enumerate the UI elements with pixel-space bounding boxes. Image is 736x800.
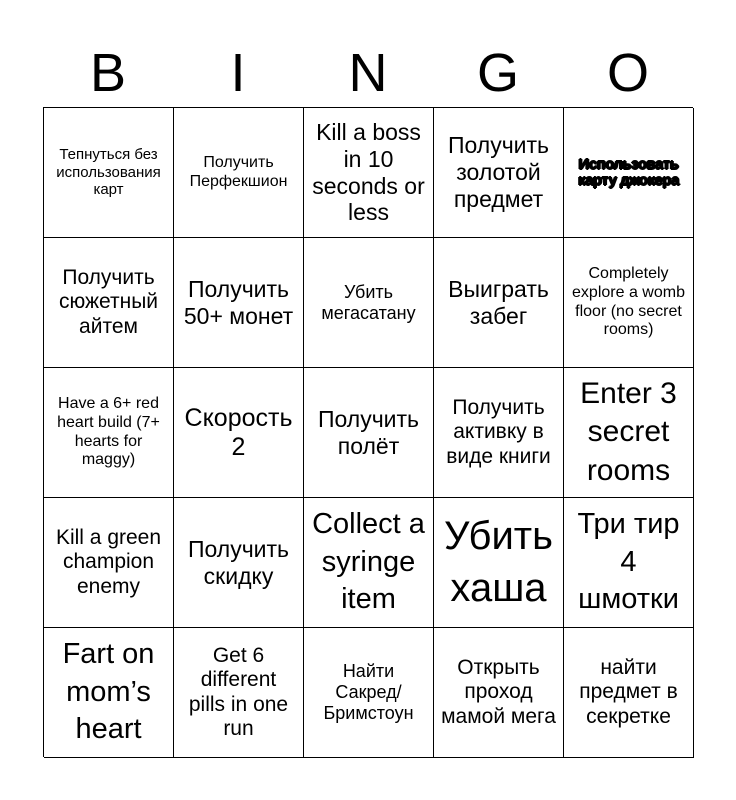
bingo-cell[interactable]: Получить золотой предмет: [434, 108, 564, 238]
bingo-cell[interactable]: Collect a syringe item: [304, 498, 434, 628]
bingo-cell[interactable]: найти предмет в секретке: [564, 628, 694, 758]
bingo-cell[interactable]: Fart on mom’s heart: [44, 628, 174, 758]
bingo-cell[interactable]: Get 6 different pills in one run: [174, 628, 304, 758]
bingo-cell[interactable]: Открыть проход мамой мега: [434, 628, 564, 758]
bingo-header: [43, 38, 693, 108]
bingo-cell[interactable]: Тепнуться без использования карт: [44, 108, 174, 238]
bingo-grid: [43, 107, 693, 757]
header-letter-g: G: [476, 43, 519, 103]
bingo-cell[interactable]: Получить сюжетный айтем: [44, 238, 174, 368]
bingo-cell[interactable]: Kill a green champion enemy: [44, 498, 174, 628]
header-letter-i: I: [230, 43, 246, 103]
header-letter-n: N: [348, 43, 388, 103]
bingo-cell[interactable]: Найти Сакред/ Бримстоун: [304, 628, 434, 758]
bingo-cell[interactable]: Убить хаша: [434, 498, 564, 628]
header-letter-b: B: [89, 43, 127, 103]
header-letter-o: O: [606, 43, 649, 103]
bingo-cell[interactable]: Have a 6+ red heart build (7+ hearts for maggy): [44, 368, 174, 498]
bingo-cell[interactable]: Использовать карту джокера: [564, 108, 694, 238]
bingo-cell[interactable]: Получить скидку: [174, 498, 304, 628]
bingo-cell[interactable]: Выиграть забег: [434, 238, 564, 368]
bingo-cell[interactable]: Получить полёт: [304, 368, 434, 498]
bingo-cell[interactable]: Completely explore a womb floor (no secret rooms): [564, 238, 694, 368]
bingo-cell[interactable]: Три тир 4 шмотки: [564, 498, 694, 628]
bingo-cell[interactable]: Получить активку в виде книги: [434, 368, 564, 498]
bingo-cell[interactable]: Получить 50+ монет: [174, 238, 304, 368]
bingo-cell[interactable]: Убить мегасатану: [304, 238, 434, 368]
bingo-cell[interactable]: Kill a boss in 10 seconds or less: [304, 108, 434, 238]
bingo-cell[interactable]: Получить Перфекшион: [174, 108, 304, 238]
bingo-cell[interactable]: Enter 3 secret rooms: [564, 368, 694, 498]
bingo-cell[interactable]: Скорость 2: [174, 368, 304, 498]
